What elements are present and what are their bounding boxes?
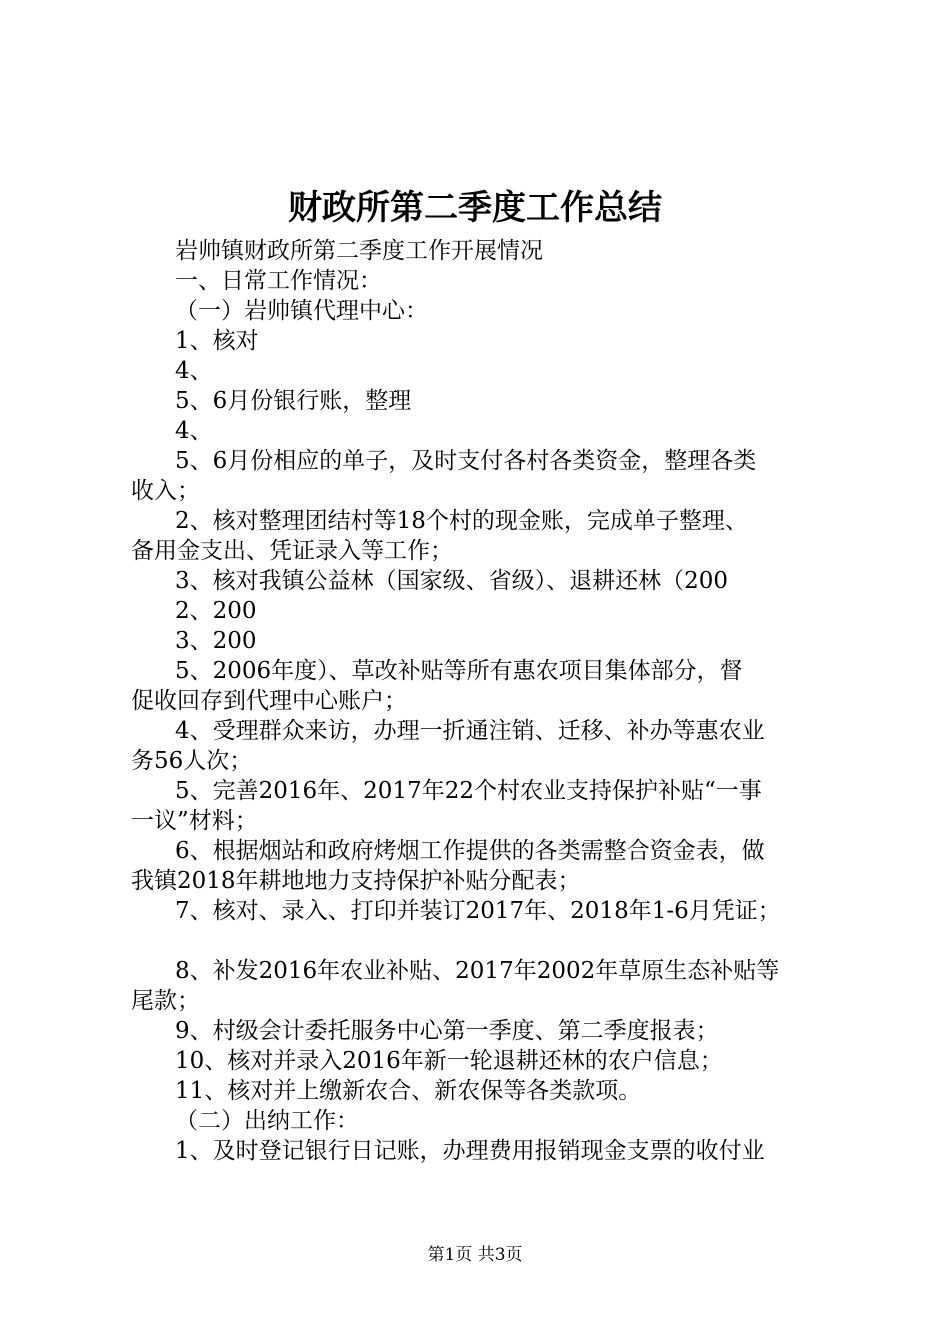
body-line: 10、核对并录入2016年新一轮退耕还林的农户信息； <box>175 1048 723 1074</box>
body-line: 3、200 <box>175 628 257 654</box>
body-line: 2、200 <box>175 598 257 624</box>
body-line: 促收回存到代理中心账户； <box>131 688 407 714</box>
body-line: 5、6月份银行账，整理 <box>175 388 412 414</box>
body-line: 8、补发2016年农业补贴、2017年2002年草原生态补贴等 <box>175 958 780 984</box>
body-line: 收入； <box>131 478 200 504</box>
body-line: 4、 <box>175 418 213 444</box>
body-line: 一议”材料； <box>131 808 258 834</box>
document-body <box>131 236 841 1166</box>
body-line: 5、2006年度）、草改补贴等所有惠农项目集体部分，督 <box>175 658 743 684</box>
document-title: 财政所第二季度工作总结 <box>288 188 662 228</box>
page-footer: 第1页 共3页 <box>427 1245 523 1265</box>
body-line: 2、核对整理团结村等18个村的现金账，完成单子整理、 <box>175 508 748 534</box>
body-line: 尾款； <box>131 988 200 1014</box>
body-line: 1、及时登记银行日记账，办理费用报销现金支票的收付业 <box>175 1138 765 1164</box>
body-line: 5、完善2016年、2017年22个村农业支持保护补贴“一事 <box>175 778 762 804</box>
body-line: 11、核对并上缴新农合、新农保等各类款项。 <box>175 1078 642 1104</box>
body-line: （一）岩帅镇代理中心： <box>175 298 428 324</box>
body-line: 6、根据烟站和政府烤烟工作提供的各类需整合资金表，做 <box>175 838 765 864</box>
body-line: 1、核对 <box>175 328 259 354</box>
body-line: （二）出纳工作： <box>175 1108 359 1134</box>
body-line: 5、6月份相应的单子，及时支付各村各类资金，整理各类 <box>175 448 757 474</box>
body-line: 岩帅镇财政所第二季度工作开展情况 <box>175 238 543 264</box>
body-line: 4、受理群众来访，办理一折通注销、迁移、补办等惠农业 <box>175 718 765 744</box>
body-line: 9、村级会计委托服务中心第一季度、第二季度报表； <box>175 1018 719 1044</box>
body-line <box>131 926 841 956</box>
body-line: 3、核对我镇公益林（国家级、省级）、退耕还林（200 <box>175 568 729 594</box>
body-line: 务56人次； <box>131 748 253 774</box>
body-line: 一、日常工作情况： <box>175 268 382 294</box>
body-line: 备用金支出、凭证录入等工作； <box>131 538 453 564</box>
body-line: 4、 <box>175 358 213 384</box>
body-line: 7、核对、录入、打印并装订2017年、2018年1-6月凭证； <box>175 898 781 924</box>
body-line: 我镇2018年耕地地力支持保护补贴分配表； <box>131 868 581 894</box>
